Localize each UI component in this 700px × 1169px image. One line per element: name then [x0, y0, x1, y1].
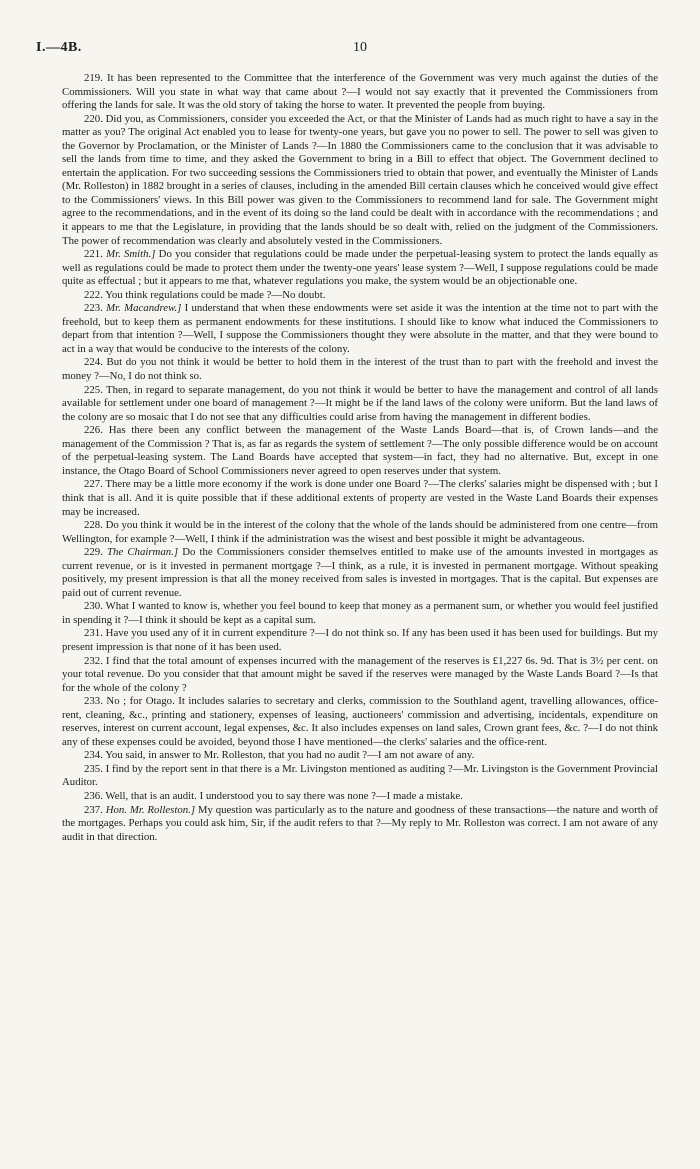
paragraph — [62, 804, 658, 845]
paragraph — [62, 302, 658, 356]
question-number: 221. — [84, 248, 107, 261]
question-number: 223. — [84, 302, 107, 315]
speaker-name: Hon. Mr. Rolleston.] — [105, 803, 196, 816]
paper-reference: I.—4B. — [36, 40, 82, 55]
question-number: 237. — [84, 803, 106, 816]
page-number: 10 — [353, 40, 367, 55]
paragraph — [62, 627, 658, 654]
paragraph — [62, 424, 658, 478]
paragraph — [62, 478, 658, 519]
paragraph — [62, 248, 658, 289]
paragraph-text: Do you consider that regulations could be made under the perpetual-leasing system to protect the lands equally as well as regulations could be made to protect them under the twenty-one years' lease system ?—Well, I suppose regulations could be made quite as effectual ; but it appears to me that, whatever regulations you make, the system would be an objectionable one. — [62, 248, 658, 288]
paragraph — [62, 384, 658, 425]
speaker-name: The Chairman.] — [107, 546, 179, 559]
paragraph-text: 226. Has there been any conflict between the management of the Waste Lands Board—that is, of Crown lands—and the management of the Commission ? That is, as far as regards the system of settlement ?—The only possible difference would be on account of the perpetual-leasing system. The Land Boards have accepted that system—in fact, they had no alternative. But, except in one instance, the Otago Board of School Commissioners never agreed to open reserves under that system. — [62, 424, 658, 477]
paragraph-text: 224. But do you not think it would be better to hold them in the interest of the trust than to part with the freehold and invest the money ?—No, I do not think so. — [62, 356, 658, 383]
paragraph — [62, 600, 658, 627]
paragraph-text: 228. Do you think it would be in the interest of the colony that the whole of the lands should be administered from one centre—from Wellington, for example ?—Well, I think if the administration was the wisest and best possible it might be advantageous. — [62, 519, 658, 545]
paragraph-text: 225. Then, in regard to separate management, do you not think it would be better to have the management and control of all lands available for settlement under one board of management ?—It might be if the land laws of the colony were uniform. But the land laws of the colony are so mosaic that I do not see that any difficulties could arise from having the management in different bodies. — [62, 383, 658, 423]
paragraph — [62, 289, 658, 303]
paragraph — [62, 519, 658, 546]
paragraph — [62, 790, 658, 804]
paragraph-text: 233. No ; for Otago. It includes salaries to secretary and clerks, commission to the Southland agent, travelling allowances, office-rent, cleaning, &c., printing and stationery, expenses of leasing, auctioneers' commission and advertising, incidentals, expenditure on reserves, interest on current account, legal expenses, &c. It also includes expenses on land sales, Crown grant fees, &c. ?—I do not think any of these expenses could be avoided, beyond those I have mentioned—the clerks' salaries and the office-rent. — [62, 695, 658, 748]
paragraph-text: 236. Well, that is an audit. I understood you to say there was none ?—I made a mistake. — [84, 789, 463, 802]
speaker-name: Mr. Smith.] — [106, 248, 156, 261]
paragraph — [62, 72, 658, 113]
question-number: 229. — [84, 546, 108, 559]
paragraph — [62, 749, 658, 763]
paragraph-text: My question was particularly as to the nature and goodness of these transactions—the nature and worth of the mortgages. Perhaps you could ask him, Sir, if the audit refers to that ?—My reply to Mr. Rolleston was correct. I am not aware of any audit in that direction. — [62, 803, 658, 843]
paragraph-text: 231. Have you used any of it in current expenditure ?—I do not think so. If any has been used it has been used for buildings. But my present impression is that none of it has been used. — [62, 627, 658, 653]
paragraph-text: 234. You said, in answer to Mr. Rolleston, that you had no audit ?—I am not aware of any. — [84, 749, 475, 762]
paragraph-text: 220. Did you, as Commissioners, consider you exceeded the Act, or that the Minister of Lands had as much right to have a say in the matter as you? The original Act enabled you to lease for twenty-one years, but gave you no power to sell. The power to sell was given to the Governor by Proclamation, or the Minister of Lands ?—In 1880 the Commissioners came to the conclusion that it was advisable to sell the lands from time to time, and they asked the Government to bring in a Bill to effect that object. The Government declined to entertain the application. For two succeeding sessions the Commissioners tried to obtain that power, and eventually the Minister of Lands (Mr. Rolleston) in 1882 brought in a series of clauses, including in the amended Bill certain clauses which he conceived would give effect to the Commissioners' views. In this Bill power was given to the Commissioners to recommend land for sale. The Government might agree to the recommendations, and in the event of its doing so the land could be dealt with in accordance with the recommendations ; and it appears to me that the Legislature, in providing that the lands should be so dealt with, relied on the judgment of the Commissioners. The power of recommendation was clearly and absolutely vested in the Commissioners. — [62, 112, 658, 247]
paragraph-text: 222. You think regulations could be made ?—No doubt. — [84, 288, 326, 301]
paragraph-text: 230. What I wanted to know is, whether you feel bound to keep that money as a permanent sum, or whether you would feel justified in spending it ?—I think it should be kept as a capital sum. — [62, 600, 658, 626]
speaker-name: Mr. Macandrew.] — [106, 302, 182, 315]
paragraph — [62, 113, 658, 248]
paragraph-text: 232. I find that the total amount of expenses incurred with the management of the reserves is £1,227 6s. 9d. That is 3½ per cent. on your total revenue. Do you consider that that amount might be saved if the reserves were managed by the Waste Lands Board ?—Is that for the whole of the colony ? — [62, 654, 658, 694]
paragraph — [62, 655, 658, 696]
paragraph-text: 235. I find by the report sent in that there is a Mr. Livingston mentioned as auditing ?—Mr. Livingston is the Government Provincial Auditor. — [62, 762, 658, 789]
paragraph-text: I understand that when these endowments were set aside it was the intention at the time not to part with the freehold, but to keep them as permanent endowments for these institutions. I should like to know what induced the Commissioners to depart from that intention ?—Well, I suppose the Commissioners thought they were absolute in the matter, and that they were bound to act in a way that would be conducive to the interests of the colony. — [62, 302, 659, 355]
paragraph — [62, 763, 658, 790]
paragraph — [62, 695, 658, 749]
paragraph — [62, 356, 658, 383]
page-header — [36, 40, 658, 66]
document-body — [62, 72, 658, 844]
paragraph — [62, 546, 658, 600]
paragraph-text: 219. It has been represented to the Committee that the interference of the Government was very much against the duties of the Commissioners. Will you state in what way that came about ?—I would not say exactly that it prevented the Commissioners from offering the lands for sale. It was the old story of taking the horse to water. It prevented the people from buying. — [62, 72, 658, 112]
paragraph-text: 227. There may be a little more economy if the work is done under one Board ?—The clerks' salaries might be dispensed with ; but I think that is all. And it is quite possible that if these additional extents of property are vested in the Waste Land Boards their expenses may be increased. — [62, 478, 658, 518]
paragraph-text: Do the Commissioners consider themselves entitled to make use of the amounts invested in mortgages as current revenue, or is it invested in permanent mortgage ?—I think, as a rule, it is invested in permanent mortgage. Without speaking positively, my present impression is that all the money received from sales is invested in mortgages. That is the capital. But expenses are paid out of current revenue. — [62, 546, 659, 599]
